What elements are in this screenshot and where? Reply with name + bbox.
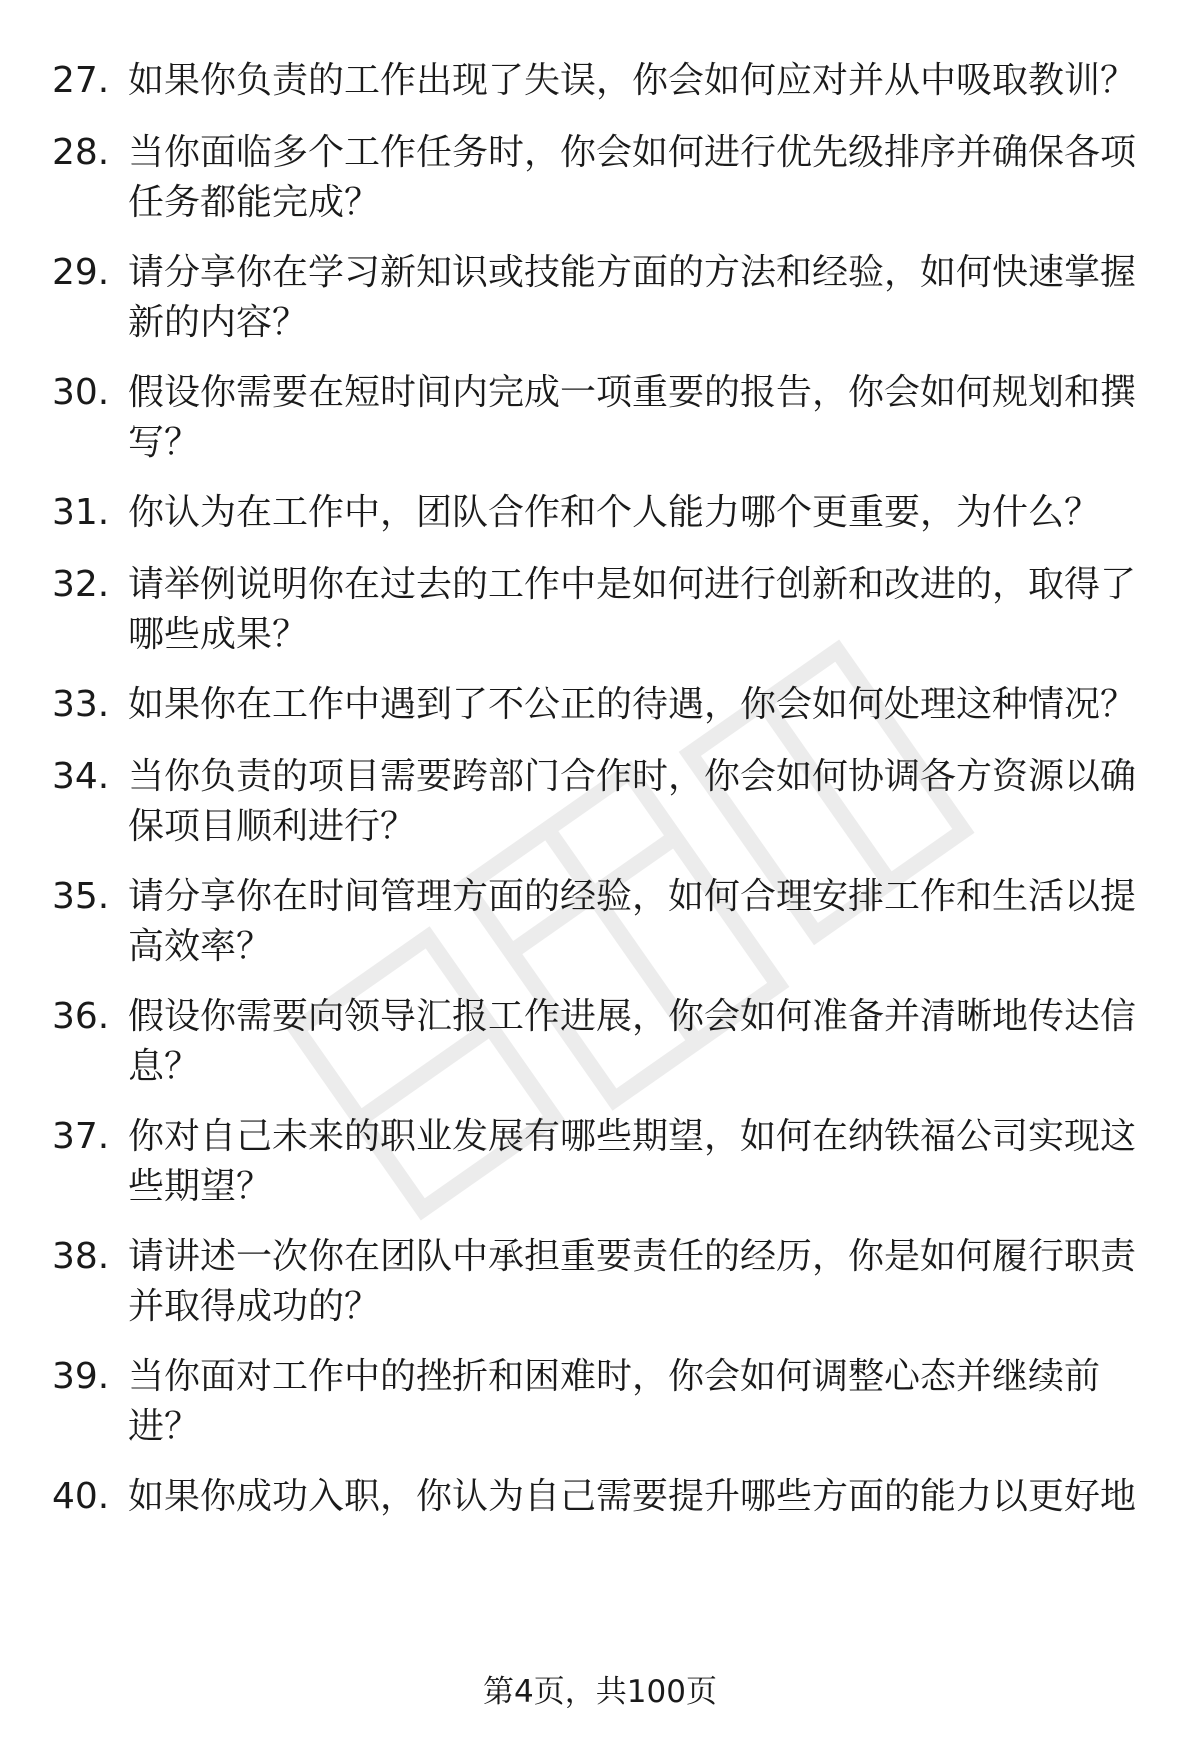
question-text: 如果你负责的工作出现了失误，你会如何应对并从中吸取教训？ (128, 60, 1137, 101)
question-text: 如果你在工作中遇到了不公正的待遇，你会如何处理这种情况？ (128, 684, 1137, 725)
question-text: 假设你需要向领导汇报工作进展，你会如何准备并清晰地传达信息？ (128, 996, 1137, 1087)
question-number: 40. (52, 1476, 110, 1517)
question-number: 38. (52, 1236, 110, 1277)
question-text: 你认为在工作中，团队合作和个人能力哪个更重要，为什么？ (128, 492, 1101, 533)
question-text: 你对自己未来的职业发展有哪些期望，如何在纳铁福公司实现这些期望？ (128, 1116, 1137, 1207)
page-number-label: 第4页，共100页 (483, 1674, 717, 1710)
question-number: 37. (52, 1116, 110, 1157)
question-number: 35. (52, 876, 110, 917)
question-number: 39. (52, 1356, 110, 1397)
question-number: 28. (52, 132, 110, 173)
question-text: 请讲述一次你在团队中承担重要责任的经历，你是如何履行职责并取得成功的？ (128, 1236, 1137, 1327)
question-number: 36. (52, 996, 110, 1037)
question-text: 当你面临多个工作任务时，你会如何进行优先级排序并确保各项任务都能完成？ (128, 132, 1137, 223)
question-text: 请分享你在学习新知识或技能方面的方法和经验，如何快速掌握新的内容？ (128, 252, 1137, 343)
question-text: 请举例说明你在过去的工作中是如何进行创新和改进的，取得了哪些成果？ (128, 564, 1137, 655)
question-text: 请分享你在时间管理方面的经验，如何合理安排工作和生活以提高效率？ (128, 876, 1137, 967)
question-text: 如果你成功入职，你认为自己需要提升哪些方面的能力以更好地 (128, 1476, 1137, 1517)
page-footer (0, 1670, 1200, 1714)
question-text: 当你面对工作中的挫折和困难时，你会如何调整心态并继续前进？ (128, 1356, 1101, 1447)
question-number: 30. (52, 372, 110, 413)
question-number: 33. (52, 684, 110, 725)
question-number: 31. (52, 492, 110, 533)
question-text: 当你负责的项目需要跨部门合作时，你会如何协调各方资源以确保项目顺利进行？ (128, 756, 1137, 847)
question-number: 29. (52, 252, 110, 293)
question-number: 27. (52, 60, 110, 101)
question-number: 32. (52, 564, 110, 605)
question-text: 假设你需要在短时间内完成一项重要的报告，你会如何规划和撰写？ (128, 372, 1137, 463)
question-number: 34. (52, 756, 110, 797)
